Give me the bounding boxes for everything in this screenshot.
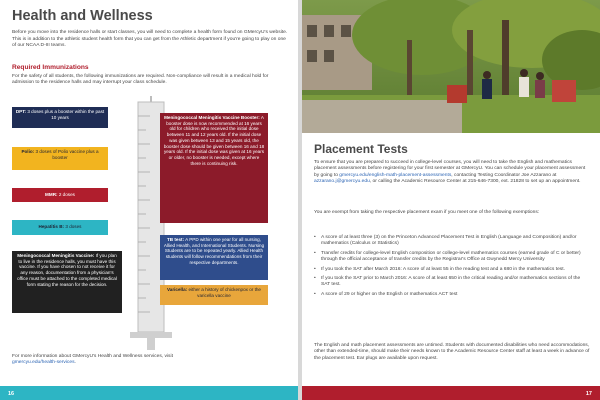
- dpt-box: [12, 107, 108, 128]
- meningitis-booster-text: A booster dose is now recommended at 16 years old for children who received the initial dose between 11 and 12 years old. If the initial dose was given between 13 and 15 years old, the booster dose should be given between 16 and 18 years old. If the initial dose was given at 16 years or older, no booster is needed, except where there is continuing risk.: [163, 115, 265, 166]
- hepatitis-b-text: 3 doses: [65, 224, 82, 229]
- placement-title: Placement Tests: [314, 142, 408, 156]
- exemption-intro: You are exempt from taking the respective placement exam if you meet one of the following exemptions:: [314, 210, 540, 215]
- health-services-note: For more information about GMercyU's Health and Wellness services, visit gmercyu.edu/health-services.: [12, 354, 173, 366]
- meningitis-resident-box: [12, 251, 122, 313]
- accommodation-note: The English and math placement assessments are untimed. Students with documented disabilities who need accommodations, other than extended-time, should make their needs known to the Academic Resource Center staff at least a week in advance of the placement test. Ear plugs are available upon request.: [314, 343, 590, 361]
- mmr-label: MMR:: [45, 192, 58, 197]
- hepatitis-b-label: Hepatitis B:: [38, 224, 65, 229]
- hepatitis-b-box: [12, 220, 108, 235]
- placement-intro-end: , or calling the Academic Resource Center at 215-646-7300, ext. 21828 to set up an appointment.: [369, 179, 581, 185]
- mmr-box: [12, 188, 108, 202]
- tb-test-box: [160, 235, 268, 280]
- placement-link[interactable]: gmercyu.edu/english-math-placement-assessments: [339, 172, 452, 178]
- coordinator-email-link[interactable]: azzarano.j@gmercyu.edu: [314, 179, 370, 185]
- placement-intro: [314, 160, 590, 186]
- exemption-item: • Transfer credits for college-level English composition or college-level mathematics courses (earned grade of C or better) through the official acceptance of transfer credits by the Registrar's Office at Gwynedd Mercy University: [314, 251, 590, 264]
- exemption-item: • A score of 29 or higher on the English or mathematics ACT test: [314, 292, 590, 298]
- placement-intro-mid: , contacting Testing Coordinator Joe Azzarano at: [451, 172, 557, 178]
- left-footer-bar: [0, 386, 298, 400]
- varicella-label: Varicella:: [167, 287, 188, 292]
- right-page: [302, 0, 600, 400]
- polio-label: Polio:: [21, 149, 35, 154]
- right-page-number: 17: [585, 391, 592, 397]
- mmr-text: 2 doses: [58, 192, 75, 197]
- exemption-item: • If you took the SAT prior to March 2016: A score of at least 650 in the critical reading and/or mathematics sections of the SAT test.: [314, 276, 590, 289]
- placement-intro-text: To ensure that you are prepared to succeed in college-level courses, you will need to take the English and mathematics placement assessments before registering for your first semester at GMercyU. You can schedule your placement assessment by going to: [314, 160, 586, 178]
- left-page: [0, 0, 298, 400]
- health-services-text: For more information about GMercyU's Health and Wellness services, visit: [12, 354, 173, 359]
- meningitis-booster-box: [160, 113, 268, 223]
- polio-box: [12, 147, 108, 170]
- meningitis-resident-label: Meningococcal Meningitis Vaccine:: [17, 253, 95, 258]
- campus-photo: [302, 0, 600, 133]
- tb-test-text: A PPD within one year for all nursing, Allied Health, and International Students. Nursing Students are to be repeated yearly. Allied Health students will follow recommendations from their respective departments.: [163, 237, 265, 265]
- exemption-list: [314, 235, 590, 301]
- section-title: Required Immunizations: [12, 64, 89, 71]
- left-page-number: 16: [8, 391, 15, 397]
- exemption-item: • If you took the SAT after March 2016: A score of at least 55 in the reading test and a 680 in the mathematics test.: [314, 267, 590, 273]
- dpt-text: 3 doses plus a booster within the past 10 years: [27, 109, 105, 120]
- varicella-box: [160, 285, 268, 305]
- health-services-link[interactable]: gmercyu.edu/health-services: [12, 360, 75, 366]
- right-footer-bar: [302, 386, 600, 400]
- meningitis-resident-text: If you plan to live in the residence halls, you must have this vaccine. If you have chosen to not receive it for any reason, documentation from a physician's office must be attached to the completed medical form stating the reason for the decision.: [17, 253, 117, 287]
- tb-test-label: TB test:: [167, 237, 185, 242]
- intro-paragraph: Before you move into the residence halls or start classes, you will need to complete a health form found on GMercyU's website. This is in addition to the athletic student health form that you can get from the Athletic department if you're going to play on one of our NCAA D-III teams.: [12, 30, 288, 49]
- varicella-text: either a history of chickenpox or the varicella vaccine: [188, 287, 261, 298]
- exemption-item: • A score of at least three (3) on the Princeton Advanced Placement Test in English (Language and Composition) and/or mathematics (Calculus or Statistics): [314, 235, 590, 248]
- page-title: Health and Wellness: [12, 8, 153, 24]
- meningitis-booster-label: Meningococcal Meningitis Vaccine Booster:: [164, 115, 260, 120]
- polio-text: 3 doses of Polio vaccine plus a booster: [35, 149, 99, 160]
- section-paragraph: For the safety of all students, the following immunizations are required. Non-compliance will result in a medical hold for admission to the residence halls and may interrupt your class schedule.: [12, 74, 269, 86]
- dpt-label: DPT:: [15, 109, 27, 114]
